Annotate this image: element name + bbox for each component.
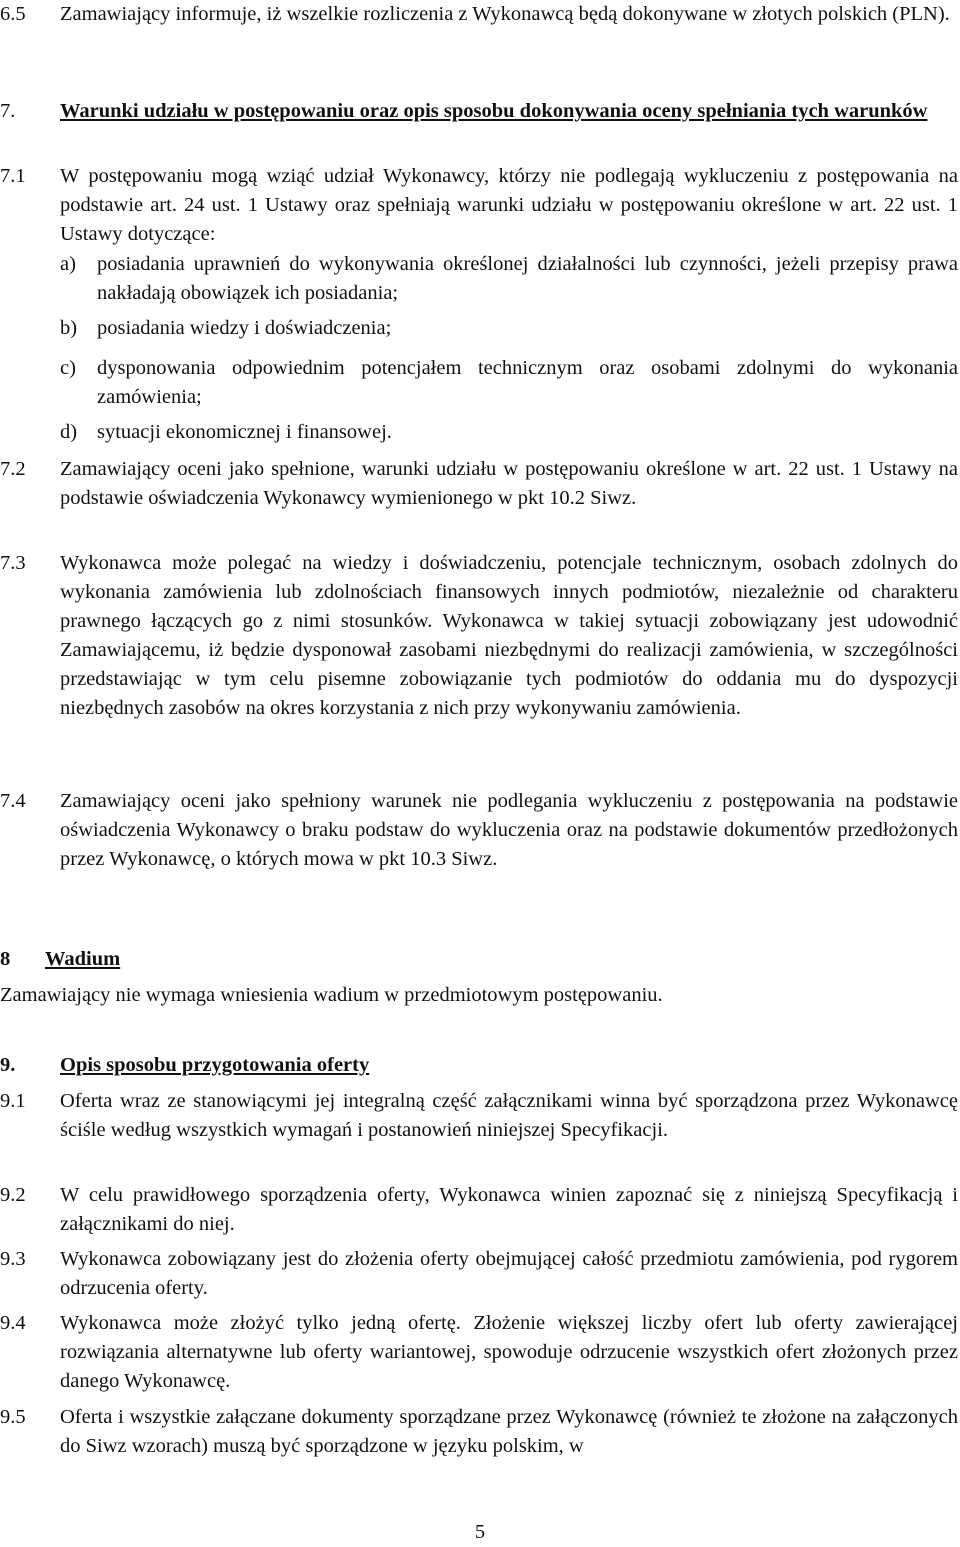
section-title: Wadium [45, 948, 121, 970]
clause-number: 7.1 [0, 165, 26, 187]
clause-text: Zamawiający oceni jako spełnione, warunki udziału w postępowaniu określone w art. 22 ust. 1 Ustawy na podstawie oświadczenia Wykonawcy wymienionego w pkt 10.2 Siwz. [60, 458, 958, 509]
list-item-b [60, 314, 958, 343]
list-text: posiadania uprawnień do wykonywania określonej działalności lub czynności, jeżeli przepisy prawa nakładają obowiązek ich posiadania; [97, 253, 958, 304]
list-item-a [60, 250, 958, 308]
clause-text: W celu prawidłowego sporządzenia oferty, Wykonawca winien zapoznać się z niniejszą Specyfikacją i załącznikami do niej. [60, 1184, 958, 1235]
clause-text: W postępowaniu mogą wziąć udział Wykonawcy, którzy nie podlegają wykluczeniu z postępowania na podstawie art. 24 ust. 1 Ustawy oraz spełniają warunki udziału w postępowaniu określone w art. 22 ust. 1 Ustawy dotyczące: [60, 165, 958, 245]
clause-number: 7.2 [0, 458, 26, 480]
section-title: Opis sposobu przygotowania oferty [60, 1054, 370, 1076]
clause-9-4 [0, 1309, 958, 1396]
clause-number: 6.5 [0, 3, 26, 25]
list-item-d [60, 418, 958, 447]
section-number: 8 [0, 948, 11, 970]
clause-number: 7.4 [0, 790, 26, 812]
clause-7-2 [0, 455, 958, 513]
list-text: sytuacji ekonomicznej i finansowej. [97, 421, 392, 443]
section-number: 9. [0, 1054, 16, 1076]
clause-7-3 [0, 549, 958, 723]
page-number: 5 [474, 1521, 486, 1543]
clause-text: Oferta i wszystkie załączane dokumenty sporządzane przez Wykonawcę (również te złożone na załączonych do Siwz wzorach) muszą być sporządzone w języku polskim, w [60, 1406, 958, 1457]
clause-number: 7.3 [0, 552, 26, 574]
clause-number: 9.3 [0, 1248, 26, 1270]
list-letter: b) [60, 317, 78, 339]
list-letter: c) [60, 357, 76, 379]
clause-number: 9.1 [0, 1090, 26, 1112]
clause-number: 9.5 [0, 1406, 26, 1428]
clause-9-5 [0, 1403, 958, 1461]
list-item-c [60, 354, 958, 412]
clause-text: Wykonawca zobowiązany jest do złożenia oferty obejmującej całość przedmiotu zamówienia, pod rygorem odrzucenia oferty. [60, 1248, 958, 1299]
clause-7-1 [0, 162, 958, 249]
clause-6-5 [0, 0, 958, 29]
clause-number: 9.2 [0, 1184, 26, 1206]
clause-text: Wykonawca może złożyć tylko jedną ofertę. Złożenie większej liczby ofert lub oferty zawierającej rozwiązania alternatywne lub oferty wariantowej, spowoduje odrzucenie wszystkich ofert złożonych przez danego Wykonawcę. [60, 1312, 958, 1392]
clause-text: Oferta wraz ze stanowiącymi jej integralną część załącznikami winna być sporządzona przez Wykonawcę ściśle według wszystkich wymagań i postanowień niniejszej Specyfikacji. [60, 1090, 958, 1141]
clause-9-3 [0, 1245, 958, 1303]
section-8-text: Zamawiający nie wymaga wniesienia wadium w przedmiotowym postępowaniu. [0, 984, 663, 1006]
section-title: Warunki udziału w postępowaniu oraz opis sposobu dokonywania oceny spełniania tych warunków [60, 100, 928, 122]
list-letter: a) [60, 253, 76, 275]
section-8-heading [0, 945, 958, 974]
list-text: posiadania wiedzy i doświadczenia; [97, 317, 392, 339]
clause-7-4 [0, 787, 958, 874]
section-7-heading [0, 97, 958, 126]
clause-number: 9.4 [0, 1312, 26, 1334]
clause-9-1 [0, 1087, 958, 1145]
list-text: dysponowania odpowiednim potencjałem technicznym oraz osobami zdolnymi do wykonania zamówienia; [97, 357, 958, 408]
section-9-heading [0, 1051, 958, 1080]
list-letter: d) [60, 421, 78, 443]
section-number: 7. [0, 100, 16, 122]
clause-text: Zamawiający informuje, iż wszelkie rozliczenia z Wykonawcą będą dokonywane w złotych polskich (PLN). [60, 3, 950, 25]
clause-9-2 [0, 1181, 958, 1239]
clause-text: Wykonawca może polegać na wiedzy i doświadczeniu, potencjale technicznym, osobach zdolnych do wykonania zamówienia lub zdolnościach finansowych innych podmiotów, niezależnie od charakteru prawnego łączących go z nimi stosunków. Wykonawca w takiej sytuacji zobowiązany jest udowodnić Zamawiającemu, iż będzie dysponował zasobami niezbędnymi do realizacji zamówienia, w szczególności przedstawiając w tym celu pisemne zobowiązanie tych podmiotów do oddania mu do dyspozycji niezbędnych zasobów na okres korzystania z nich przy wykonywaniu zamówienia. [60, 552, 958, 719]
clause-text: Zamawiający oceni jako spełniony warunek nie podlegania wykluczeniu z postępowania na podstawie oświadczenia Wykonawcy o braku podstaw do wykluczenia oraz na podstawie dokumentów przedłożonych przez Wykonawcę, o których mowa w pkt 10.3 Siwz. [60, 790, 958, 870]
